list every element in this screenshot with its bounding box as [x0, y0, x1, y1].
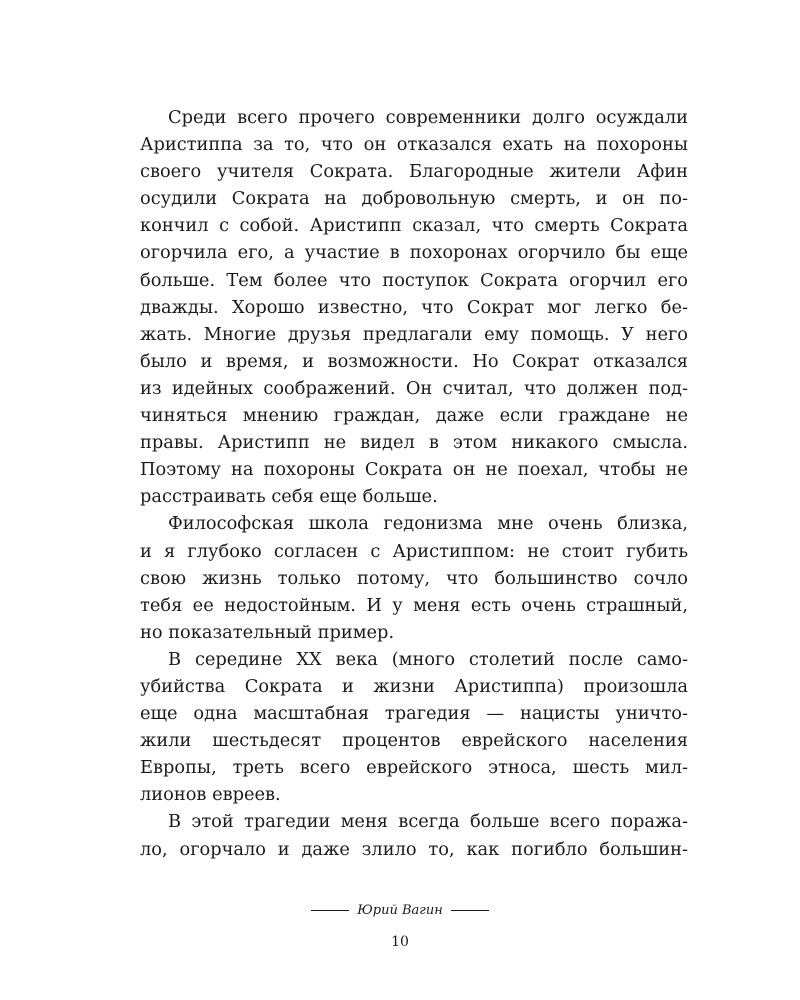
text-line: тебя ее недостойным. И у меня есть очень страшный,	[140, 594, 688, 616]
text-line: из идейных соображений. Он считал, что должен под-	[140, 377, 688, 399]
running-footer	[0, 903, 800, 918]
text-line: лионов евреев.	[140, 784, 281, 806]
text-line: но показательный пример.	[140, 621, 395, 643]
text-line: огорчила его, а участие в похоронах огорчило бы еще	[140, 242, 688, 264]
text-line: кончил с собой. Аристипп сказал, что смерть Сократа	[140, 215, 688, 237]
text-line: жать. Многие друзья предлагали ему помощь. У него	[140, 323, 688, 345]
text-line: жили шестьдесят процентов еврейского населения	[140, 730, 688, 752]
text-line: Аристиппа за то, что он отказался ехать на похороны	[140, 134, 688, 156]
text-line: Среди всего прочего современники долго осуждали	[168, 107, 688, 128]
text-line: чиняться мнению граждан, даже если граждане не	[140, 405, 688, 427]
text-line: В этой трагедии меня всегда больше всего поража-	[168, 811, 688, 833]
text-line: больше. Тем более что поступок Сократа огорчил его	[140, 269, 688, 291]
text-line: убийства Сократа и жизни Аристиппа) произошла	[140, 675, 688, 697]
footer-rule-right	[451, 910, 489, 911]
text-line: дважды. Хорошо известно, что Сократ мог легко бе-	[140, 296, 688, 318]
text-line: правы. Аристипп не видел в этом никакого смысла.	[140, 432, 688, 454]
text-line: Философская школа гедонизма мне очень близка,	[168, 513, 688, 535]
text-line: Европы, треть всего еврейского этноса, шесть мил-	[140, 757, 688, 779]
text-line: В середине XX века (много столетий после само-	[168, 648, 688, 670]
footer-rule-left	[311, 910, 349, 911]
footer-author: Юрий Вагин	[357, 903, 443, 918]
text-line: и я глубоко согласен с Аристиппом: не стоит губить	[140, 540, 688, 562]
text-line: своего учителя Сократа. Благородные жители Афин	[140, 161, 688, 183]
text-line: было и время, и возможности. Но Сократ отказался	[140, 350, 688, 372]
text-line: осудили Сократа на добровольную смерть, и он по-	[140, 188, 688, 210]
text-line: расстраивать себя еще больше.	[140, 486, 438, 508]
page-number: 10	[391, 934, 409, 950]
text-line: свою жизнь только потому, что большинство сочло	[140, 567, 688, 589]
text-line: еще одна масштабная трагедия — нацисты уничто-	[140, 703, 688, 725]
text-line: ло, огорчало и даже злило то, как погибло большин-	[140, 838, 688, 860]
text-line: Поэтому на похороны Сократа он не поехал, чтобы не	[140, 459, 688, 481]
body-text	[140, 104, 688, 863]
